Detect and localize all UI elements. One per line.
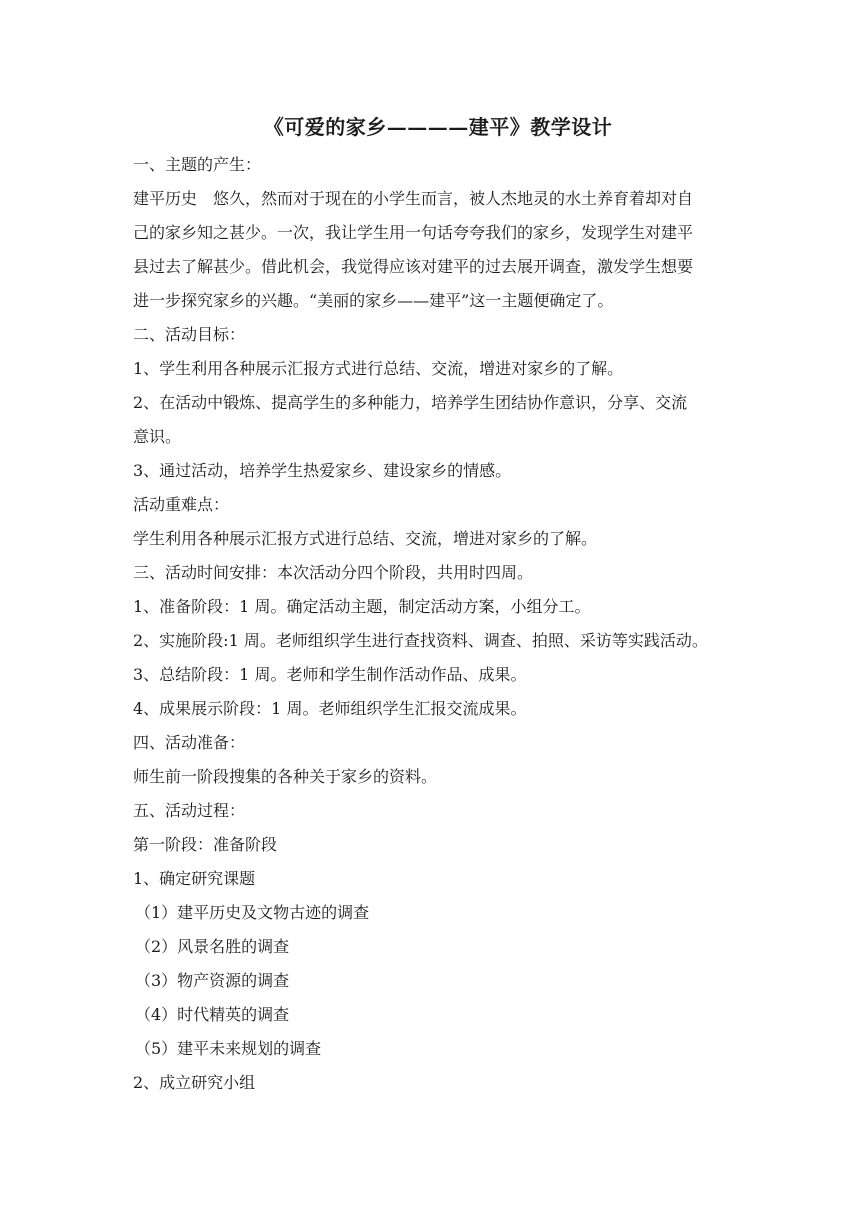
paragraph-line: 己的家乡知之甚少。一次，我让学生用一句话夸夸我们的家乡，发现学生对建平 bbox=[133, 223, 694, 242]
schedule-item: 4、成果展示阶段：1 周。老师组织学生汇报交流成果。 bbox=[133, 699, 527, 718]
section-heading-theme: 一、主题的产生： bbox=[133, 155, 262, 174]
paragraph-line: 建平历史 悠久，然而对于现在的小学生而言，被人杰地灵的水土养育着却对自 bbox=[133, 189, 694, 208]
section-heading-schedule: 三、活动时间安排：本次活动分四个阶段，共用时四周。 bbox=[133, 563, 534, 582]
goal-item: 1、学生利用各种展示汇报方式进行总结、交流，增进对家乡的了解。 bbox=[133, 359, 624, 378]
goal-item-continuation: 意识。 bbox=[133, 427, 182, 446]
schedule-item: 3、总结阶段：1 周。老师和学生制作活动作品、成果。 bbox=[133, 665, 527, 684]
document-page bbox=[133, 112, 733, 1100]
topic-item: （1）建平历史及文物古迹的调查 bbox=[135, 903, 370, 922]
topic-item: （3）物产资源的调查 bbox=[135, 971, 290, 990]
section-heading-preparation: 四、活动准备： bbox=[133, 733, 246, 752]
process-item: 2、成立研究小组 bbox=[133, 1073, 256, 1092]
process-item: 1、确定研究课题 bbox=[133, 869, 256, 888]
document-title: 《可爱的家乡————建平》教学设计 bbox=[263, 115, 613, 139]
paragraph-line: 进一步探究家乡的兴趣。“美丽的家乡——建平”这一主题便确定了。 bbox=[133, 291, 614, 310]
goal-item: 3、通过活动，培养学生热爱家乡、建设家乡的情感。 bbox=[133, 461, 512, 480]
topic-item: （5）建平未来规划的调查 bbox=[135, 1039, 322, 1058]
subheading-key-points: 活动重难点： bbox=[133, 495, 230, 514]
section-heading-goals: 二、活动目标： bbox=[133, 325, 246, 344]
paragraph-line: 师生前一阶段搜集的各种关于家乡的资料。 bbox=[133, 767, 438, 786]
paragraph-line: 学生利用各种展示汇报方式进行总结、交流，增进对家乡的了解。 bbox=[133, 529, 598, 548]
topic-item: （2）风景名胜的调查 bbox=[135, 937, 290, 956]
schedule-item: 1、准备阶段：1 周。确定活动主题，制定活动方案，小组分工。 bbox=[133, 597, 591, 616]
schedule-item: 2、实施阶段:1 周。老师组织学生进行查找资料、调查、拍照、采访等实践活动。 bbox=[133, 631, 708, 650]
topic-item: （4）时代精英的调查 bbox=[135, 1005, 290, 1024]
phase-heading: 第一阶段：准备阶段 bbox=[133, 835, 278, 854]
goal-item: 2、在活动中锻炼、提高学生的多种能力，培养学生团结协作意识，分享、交流 bbox=[133, 393, 688, 412]
paragraph-line: 县过去了解甚少。借此机会，我觉得应该对建平的过去展开调查，激发学生想要 bbox=[133, 257, 694, 276]
section-heading-process: 五、活动过程： bbox=[133, 801, 246, 820]
